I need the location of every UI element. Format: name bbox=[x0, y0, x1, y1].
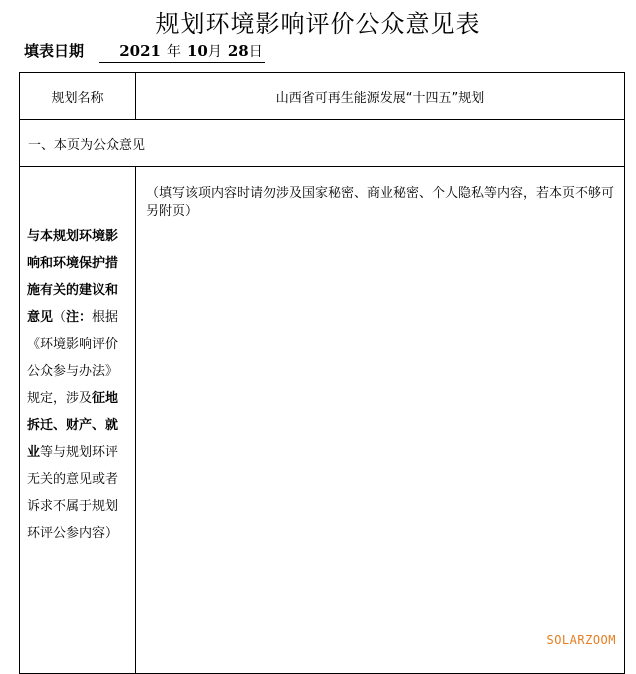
plan-name-row bbox=[20, 73, 625, 120]
date-year: 2021 bbox=[119, 42, 161, 60]
opinion-input-area[interactable] bbox=[136, 167, 625, 674]
section-row bbox=[20, 120, 625, 167]
date-month: 10 bbox=[187, 42, 208, 60]
plan-name-value: 山西省可再生能源发展“十四五”规划 bbox=[136, 73, 625, 120]
opinion-note-text-2: 等与规划环评无关的意见或者诉求不属于规划环评公参内容） bbox=[27, 445, 119, 541]
form-title: 规划环境影响评价公众意见表 bbox=[155, 10, 481, 38]
opinion-note-open: （ bbox=[53, 310, 67, 325]
opinion-note-excluded: 征地拆迁、财产、就业 bbox=[27, 391, 119, 460]
opinion-note-prefix: 注： bbox=[66, 310, 93, 325]
date-month-unit: 月 bbox=[207, 44, 222, 60]
opinion-label-main: 与本规划环境影响和环境保护措施有关的建议和意见 bbox=[27, 229, 119, 325]
fill-date-value bbox=[99, 41, 265, 63]
date-day-unit: 日 bbox=[248, 44, 263, 60]
plan-name-label: 规划名称 bbox=[20, 73, 136, 120]
fill-date-label: 填表日期 bbox=[24, 42, 85, 60]
opinion-note-text-1: 根据《环境影响评价公众参与办法》规定，涉及 bbox=[27, 310, 119, 406]
date-day: 28 bbox=[227, 42, 249, 60]
date-year-unit: 年 bbox=[167, 44, 181, 60]
fill-date-row bbox=[24, 40, 265, 63]
opinion-label bbox=[20, 167, 136, 674]
section-heading: 一、本页为公众意见 bbox=[20, 120, 625, 167]
watermark-logo: SOLARZOOM bbox=[546, 633, 616, 647]
opinion-row bbox=[20, 167, 625, 674]
opinion-instruction: （填写该项内容时请勿涉及国家秘密、商业秘密、个人隐私等内容，若本页不够可另附页） bbox=[146, 186, 615, 219]
opinion-form-table bbox=[19, 72, 625, 674]
